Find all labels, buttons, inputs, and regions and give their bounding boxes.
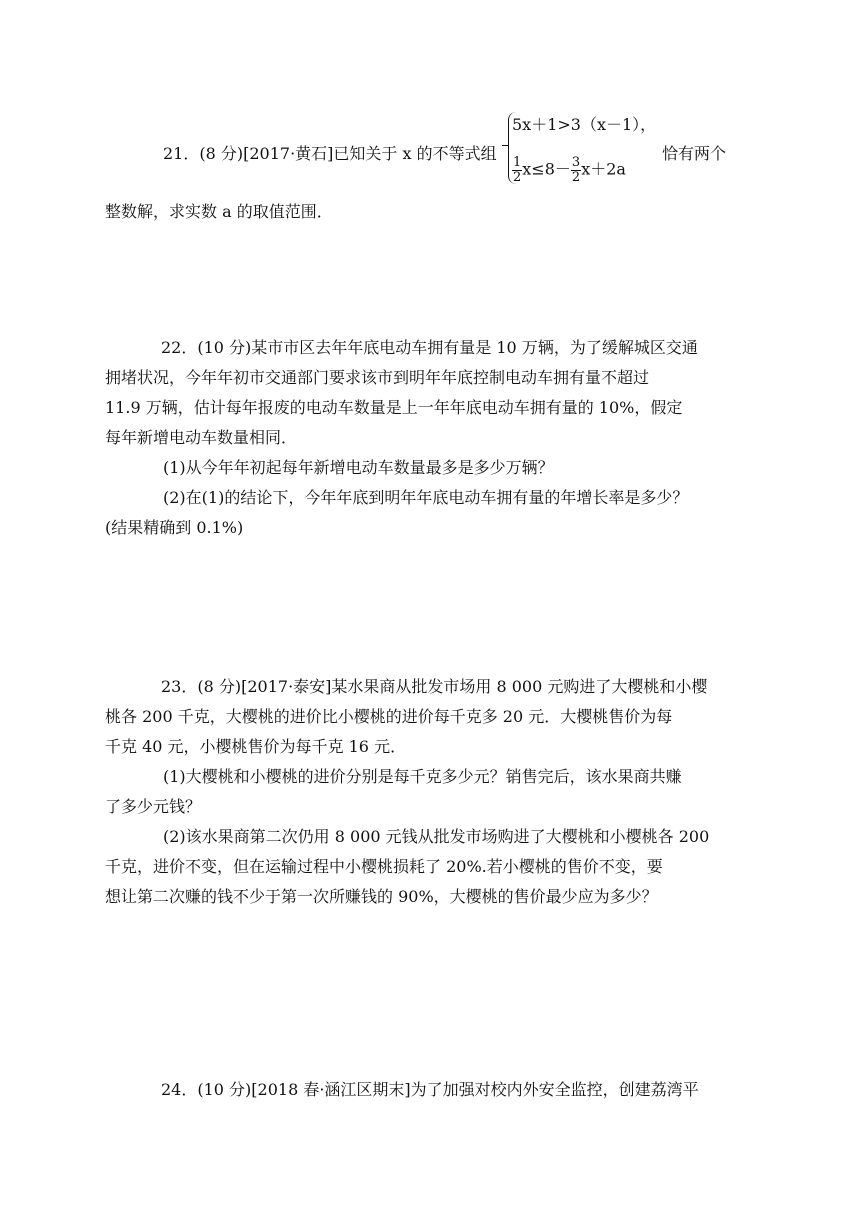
q21-stem: 21．(8 分)[2017·黄石]已知关于 x 的不等式组 — [163, 144, 497, 163]
question-24 — [105, 1075, 745, 1105]
q23-subquestion-1: (1)大樱桃和小樱桃的进价分别是每千克多少元？销售完后，该水果商共赚 — [163, 767, 682, 786]
fraction-three-halves: $\frac{3}{2}$ — [571, 155, 581, 185]
fraction-half: $\frac{1}{2}$ — [513, 155, 522, 185]
q23-line: 23．(8 分)[2017·泰安]某水果商从批发市场用 8 000 元购进了大樱桃和小樱 — [161, 677, 708, 696]
q22-line: 22．(10 分)某市市区去年年底电动车拥有量是 10 万辆，为了缓解城区交通 — [161, 338, 698, 357]
q23-line: 千克 40 元，小樱桃售价为每千克 16 元． — [105, 737, 407, 756]
q23-line: 桃各 200 千克，大樱桃的进价比小樱桃的进价每千克多 20 元．大樱桃售价为每 — [105, 707, 673, 726]
inequality-2: $\frac{1}{2}$ x≤8－ $\frac{3}{2}$ x＋2a — [513, 155, 626, 185]
q22-line: 拥堵状况，今年年初市交通部门要求该市到明年年底控制电动车拥有量不超过 — [105, 368, 650, 387]
q23-subquestion-2: (2)该水果商第二次仍用 8 000 元钱从批发市场购进了大樱桃和小樱桃各 200 — [163, 827, 710, 846]
q23-subquestion-2-cont: 想让第二次赚的钱不少于第一次所赚钱的 90%，大樱桃的售价最少应为多少？ — [105, 887, 658, 906]
q22-subquestion-2: (2)在(1)的结论下，今年年底到明年年底电动车拥有量的年增长率是多少？ — [163, 488, 689, 507]
q21-stem-continued: 整数解，求实数 a 的取值范围． — [105, 202, 333, 221]
q22-subquestion-1: (1)从今年年初起每年新增电动车数量最多是多少万辆？ — [163, 458, 554, 477]
q22-subquestion-2-cont: (结果精确到 0.1%) — [105, 518, 244, 537]
q22-line: 每年新增电动车数量相同． — [105, 428, 298, 447]
q21-stem-tail: 恰有两个 — [662, 144, 727, 163]
question-22 — [105, 333, 745, 543]
q23-subquestion-2-cont: 千克，进价不变，但在运输过程中小樱桃损耗了 20%.若小樱桃的售价不变，要 — [105, 857, 663, 876]
inequality-1: 5x＋1>3（x－1）， — [512, 115, 657, 134]
q23-subquestion-1-cont: 了多少元钱？ — [105, 797, 202, 816]
q24-line: 24．(10 分)[2018 春·涵江区期末]为了加强对校内外安全监控，创建荔湾平 — [161, 1080, 699, 1099]
question-23 — [105, 672, 745, 912]
q22-line: 11.9 万辆，估计每年报废的电动车数量是上一年年底电动车拥有量的 10%，假定 — [105, 398, 683, 417]
